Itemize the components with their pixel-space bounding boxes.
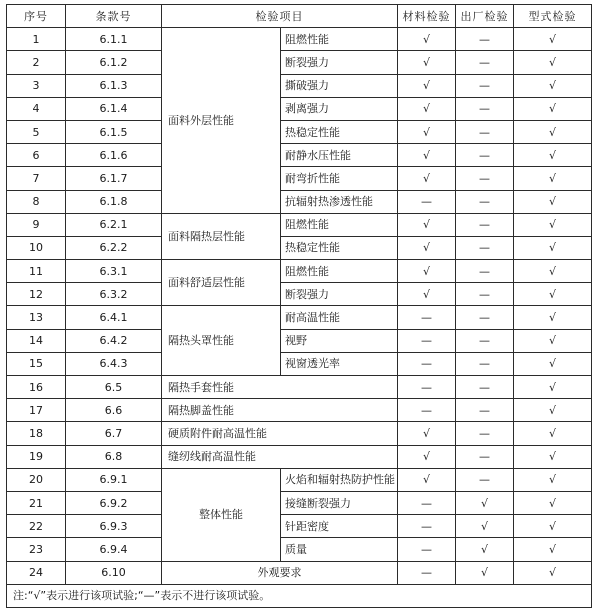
row-type-mark: √ (514, 120, 592, 143)
row-serial-no: 6 (7, 144, 66, 167)
row-item: 隔热手套性能 (162, 376, 398, 399)
row-item: 断裂强力 (281, 51, 398, 74)
row-type-mark: √ (514, 97, 592, 120)
row-serial-no: 9 (7, 213, 66, 236)
row-material-mark: √ (398, 28, 456, 51)
row-serial-no: 11 (7, 260, 66, 283)
row-clause-no: 6.6 (66, 399, 162, 422)
row-factory-mark: — (456, 329, 514, 352)
row-factory-mark: — (456, 283, 514, 306)
row-serial-no: 23 (7, 538, 66, 561)
row-serial-no: 14 (7, 329, 66, 352)
row-factory-mark: — (456, 190, 514, 213)
row-clause-no: 6.1.4 (66, 97, 162, 120)
row-clause-no: 6.1.7 (66, 167, 162, 190)
table-row (7, 376, 592, 399)
row-type-mark: √ (514, 74, 592, 97)
row-item: 视野 (281, 329, 398, 352)
row-material-mark: — (398, 376, 456, 399)
row-factory-mark: — (456, 306, 514, 329)
row-material-mark: — (398, 352, 456, 375)
row-factory-mark: — (456, 352, 514, 375)
row-factory-mark: — (456, 468, 514, 491)
row-serial-no: 19 (7, 445, 66, 468)
header-material-inspection: 材料检验 (398, 5, 456, 28)
row-serial-no: 22 (7, 515, 66, 538)
row-type-mark: √ (514, 306, 592, 329)
row-clause-no: 6.1.1 (66, 28, 162, 51)
row-serial-no: 4 (7, 97, 66, 120)
table-row (7, 28, 592, 51)
row-type-mark: √ (514, 190, 592, 213)
row-material-mark: √ (398, 283, 456, 306)
table-row (7, 97, 592, 120)
row-serial-no: 1 (7, 28, 66, 51)
row-material-mark: √ (398, 468, 456, 491)
row-material-mark: √ (398, 445, 456, 468)
row-item: 缝纫线耐高温性能 (162, 445, 398, 468)
row-factory-mark: — (456, 445, 514, 468)
row-factory-mark: — (456, 74, 514, 97)
row-type-mark: √ (514, 260, 592, 283)
row-clause-no: 6.3.2 (66, 283, 162, 306)
table-row (7, 538, 592, 561)
row-material-mark: √ (398, 74, 456, 97)
row-material-mark: — (398, 538, 456, 561)
row-material-mark: √ (398, 213, 456, 236)
table-row (7, 236, 592, 259)
row-clause-no: 6.10 (66, 561, 162, 584)
row-type-mark: √ (514, 352, 592, 375)
table-row (7, 306, 592, 329)
row-item: 抗辐射热渗透性能 (281, 190, 398, 213)
row-serial-no: 20 (7, 468, 66, 491)
row-clause-no: 6.1.2 (66, 51, 162, 74)
row-material-mark: √ (398, 422, 456, 445)
row-material-mark: — (398, 561, 456, 584)
table-row (7, 561, 592, 584)
row-clause-no: 6.9.3 (66, 515, 162, 538)
row-factory-mark: √ (456, 491, 514, 514)
row-factory-mark: — (456, 28, 514, 51)
table-row (7, 515, 592, 538)
inspection-items-table (6, 4, 592, 608)
row-item: 耐弯折性能 (281, 167, 398, 190)
table-row (7, 422, 592, 445)
row-serial-no: 12 (7, 283, 66, 306)
row-type-mark: √ (514, 515, 592, 538)
row-serial-no: 24 (7, 561, 66, 584)
row-clause-no: 6.4.3 (66, 352, 162, 375)
row-item: 阻燃性能 (281, 260, 398, 283)
row-material-mark: — (398, 306, 456, 329)
row-material-mark: √ (398, 236, 456, 259)
row-clause-no: 6.5 (66, 376, 162, 399)
table-row (7, 120, 592, 143)
row-clause-no: 6.1.8 (66, 190, 162, 213)
row-type-mark: √ (514, 491, 592, 514)
table-row (7, 399, 592, 422)
row-item: 断裂强力 (281, 283, 398, 306)
row-type-mark: √ (514, 28, 592, 51)
row-item: 阻燃性能 (281, 28, 398, 51)
row-material-mark: √ (398, 51, 456, 74)
row-serial-no: 8 (7, 190, 66, 213)
row-item: 耐高温性能 (281, 306, 398, 329)
row-factory-mark: — (456, 260, 514, 283)
row-item: 外观要求 (162, 561, 398, 584)
row-serial-no: 15 (7, 352, 66, 375)
row-material-mark: — (398, 491, 456, 514)
row-serial-no: 3 (7, 74, 66, 97)
header-type-inspection: 型式检验 (514, 5, 592, 28)
row-clause-no: 6.7 (66, 422, 162, 445)
group-overall-label: 整体性能 (162, 468, 281, 561)
table-row (7, 51, 592, 74)
row-factory-mark: — (456, 167, 514, 190)
row-serial-no: 13 (7, 306, 66, 329)
table-row (7, 283, 592, 306)
table-note: 注:“√”表示进行该项试验;“—”表示不进行该项试验。 (7, 584, 592, 607)
row-type-mark: √ (514, 422, 592, 445)
table-row (7, 190, 592, 213)
row-item: 接缝断裂强力 (281, 491, 398, 514)
table-row (7, 144, 592, 167)
row-type-mark: √ (514, 538, 592, 561)
header-serial-no: 序号 (7, 5, 66, 28)
row-factory-mark: — (456, 376, 514, 399)
row-type-mark: √ (514, 144, 592, 167)
row-item: 质量 (281, 538, 398, 561)
row-type-mark: √ (514, 468, 592, 491)
table-row (7, 167, 592, 190)
table-row (7, 445, 592, 468)
row-item: 热稳定性能 (281, 236, 398, 259)
table-row (7, 329, 592, 352)
row-factory-mark: — (456, 422, 514, 445)
table-row (7, 213, 592, 236)
inspection-table-container (6, 4, 592, 608)
row-serial-no: 17 (7, 399, 66, 422)
row-item: 撕破强力 (281, 74, 398, 97)
group-insulation-layer-label: 面料隔热层性能 (162, 213, 281, 259)
table-note-row (7, 584, 592, 607)
header-factory-inspection: 出厂检验 (456, 5, 514, 28)
row-item: 剥离强力 (281, 97, 398, 120)
row-factory-mark: — (456, 399, 514, 422)
row-material-mark: √ (398, 97, 456, 120)
table-header-row (7, 5, 592, 28)
row-material-mark: √ (398, 260, 456, 283)
row-material-mark: √ (398, 120, 456, 143)
row-clause-no: 6.9.4 (66, 538, 162, 561)
row-item: 隔热脚盖性能 (162, 399, 398, 422)
row-serial-no: 5 (7, 120, 66, 143)
row-item: 硬质附件耐高温性能 (162, 422, 398, 445)
header-inspection-item: 检验项目 (162, 5, 398, 28)
row-serial-no: 18 (7, 422, 66, 445)
row-item: 阻燃性能 (281, 213, 398, 236)
table-row (7, 352, 592, 375)
row-item: 视窗透光率 (281, 352, 398, 375)
row-clause-no: 6.2.2 (66, 236, 162, 259)
row-serial-no: 16 (7, 376, 66, 399)
row-type-mark: √ (514, 561, 592, 584)
group-comfort-layer-label: 面料舒适层性能 (162, 260, 281, 306)
row-type-mark: √ (514, 236, 592, 259)
row-factory-mark: — (456, 120, 514, 143)
table-row (7, 491, 592, 514)
group-outer-layer-label: 面料外层性能 (162, 28, 281, 214)
row-type-mark: √ (514, 445, 592, 468)
row-factory-mark: — (456, 236, 514, 259)
row-item: 火焰和辐射热防护性能 (281, 468, 398, 491)
row-serial-no: 2 (7, 51, 66, 74)
row-factory-mark: — (456, 97, 514, 120)
row-factory-mark: — (456, 144, 514, 167)
row-clause-no: 6.4.2 (66, 329, 162, 352)
group-hood-label: 隔热头罩性能 (162, 306, 281, 376)
row-serial-no: 10 (7, 236, 66, 259)
row-serial-no: 7 (7, 167, 66, 190)
row-material-mark: — (398, 329, 456, 352)
row-serial-no: 21 (7, 491, 66, 514)
row-item: 针距密度 (281, 515, 398, 538)
row-material-mark: √ (398, 167, 456, 190)
row-type-mark: √ (514, 167, 592, 190)
row-type-mark: √ (514, 283, 592, 306)
table-row (7, 74, 592, 97)
row-clause-no: 6.4.1 (66, 306, 162, 329)
row-type-mark: √ (514, 376, 592, 399)
row-type-mark: √ (514, 213, 592, 236)
row-clause-no: 6.1.5 (66, 120, 162, 143)
row-factory-mark: — (456, 213, 514, 236)
header-clause-no: 条款号 (66, 5, 162, 28)
row-material-mark: — (398, 515, 456, 538)
row-factory-mark: √ (456, 515, 514, 538)
row-factory-mark: — (456, 51, 514, 74)
table-row (7, 468, 592, 491)
row-factory-mark: √ (456, 561, 514, 584)
row-type-mark: √ (514, 329, 592, 352)
row-item: 耐静水压性能 (281, 144, 398, 167)
row-material-mark: √ (398, 144, 456, 167)
row-clause-no: 6.3.1 (66, 260, 162, 283)
table-row (7, 260, 592, 283)
row-material-mark: — (398, 399, 456, 422)
row-clause-no: 6.2.1 (66, 213, 162, 236)
row-clause-no: 6.9.2 (66, 491, 162, 514)
row-clause-no: 6.8 (66, 445, 162, 468)
row-material-mark: — (398, 190, 456, 213)
row-type-mark: √ (514, 51, 592, 74)
row-type-mark: √ (514, 399, 592, 422)
row-factory-mark: √ (456, 538, 514, 561)
row-clause-no: 6.1.3 (66, 74, 162, 97)
row-clause-no: 6.9.1 (66, 468, 162, 491)
row-item: 热稳定性能 (281, 120, 398, 143)
row-clause-no: 6.1.6 (66, 144, 162, 167)
